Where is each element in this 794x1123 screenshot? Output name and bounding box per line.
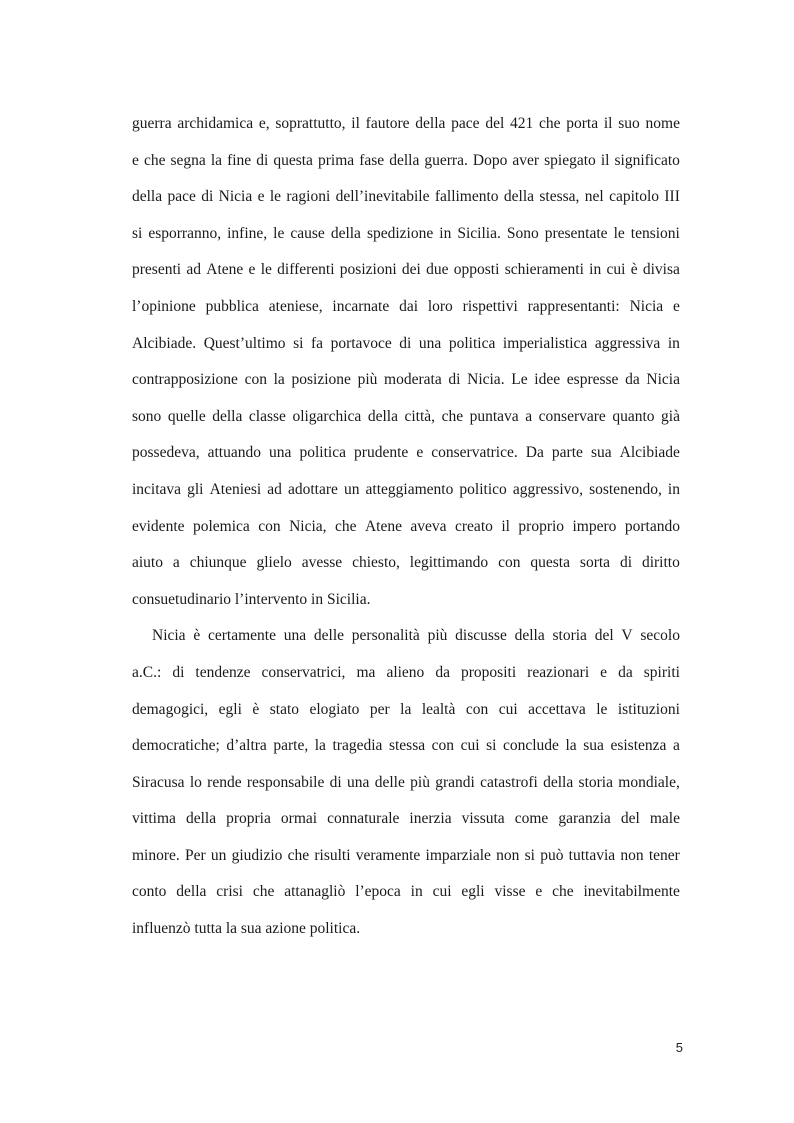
text-line: vittima della propria ormai connaturale inerzia vissuta come garanzia del male	[132, 810, 680, 828]
text-line: influenzò tutta la sua azione politica.	[132, 920, 361, 938]
text-line: guerra archidamica e, soprattutto, il fautore della pace del 421 che porta il suo nome	[132, 115, 680, 132]
body-text	[132, 110, 680, 952]
text-line: incitava gli Ateniesi ad adottare un atteggiamento politico aggressivo, sostenendo, in	[132, 480, 680, 498]
paragraph	[132, 622, 680, 951]
text-line: Alcibiade. Quest’ultimo si fa portavoce di una politica imperialistica aggressiva in	[132, 334, 680, 352]
text-line: contrapposizione con la posizione più moderata di Nicia. Le idee espresse da Nicia	[132, 371, 680, 389]
text-line: democratiche; d’altra parte, la tragedia stessa con cui si conclude la sua esistenza a	[132, 737, 680, 755]
text-line: si esporranno, infine, le cause della spedizione in Sicilia. Sono presentate le tensioni	[132, 224, 680, 242]
page-number: 5	[675, 1040, 683, 1055]
text-line: presenti ad Atene e le differenti posizioni dei due opposti schieramenti in cui è divisa	[132, 261, 680, 279]
text-line: consuetudinario l’intervento in Sicilia.	[132, 590, 371, 608]
text-line: l’opinione pubblica ateniese, incarnate dai loro rispettivi rappresentanti: Nicia e	[132, 297, 680, 315]
text-line: della pace di Nicia e le ragioni dell’inevitabile fallimento della stessa, nel capitolo III	[132, 188, 680, 206]
text-line: evidente polemica con Nicia, che Atene aveva creato il proprio impero portando	[132, 517, 680, 535]
text-line: demagogici, egli è stato elogiato per la lealtà con cui accettava le istituzioni	[132, 700, 680, 718]
text-line: minore. Per un giudizio che risulti veramente imparziale non si può tuttavia non tener	[132, 846, 680, 864]
paragraph	[132, 110, 680, 622]
text-line: a.C.: di tendenze conservatrici, ma alieno da propositi reazionari e da spiriti	[132, 663, 680, 681]
text-line: conto della crisi che attanagliò l’epoca in cui egli visse e che inevitabilmente	[132, 883, 680, 901]
text-line: aiuto a chiunque glielo avesse chiesto, legittimando con questa sorta di diritto	[132, 554, 680, 572]
text-line: possedeva, attuando una politica prudente e conservatrice. Da parte sua Alcibiade	[132, 444, 680, 462]
text-line: Siracusa lo rende responsabile di una delle più grandi catastrofi della storia mondiale,	[132, 773, 680, 791]
text-line: Nicia è certamente una delle personalità più discusse della storia del V secolo	[152, 627, 680, 645]
text-line: e che segna la fine di questa prima fase della guerra. Dopo aver spiegato il significato	[132, 151, 680, 169]
text-line: sono quelle della classe oligarchica della città, che puntava a conservare quanto già	[132, 407, 680, 425]
